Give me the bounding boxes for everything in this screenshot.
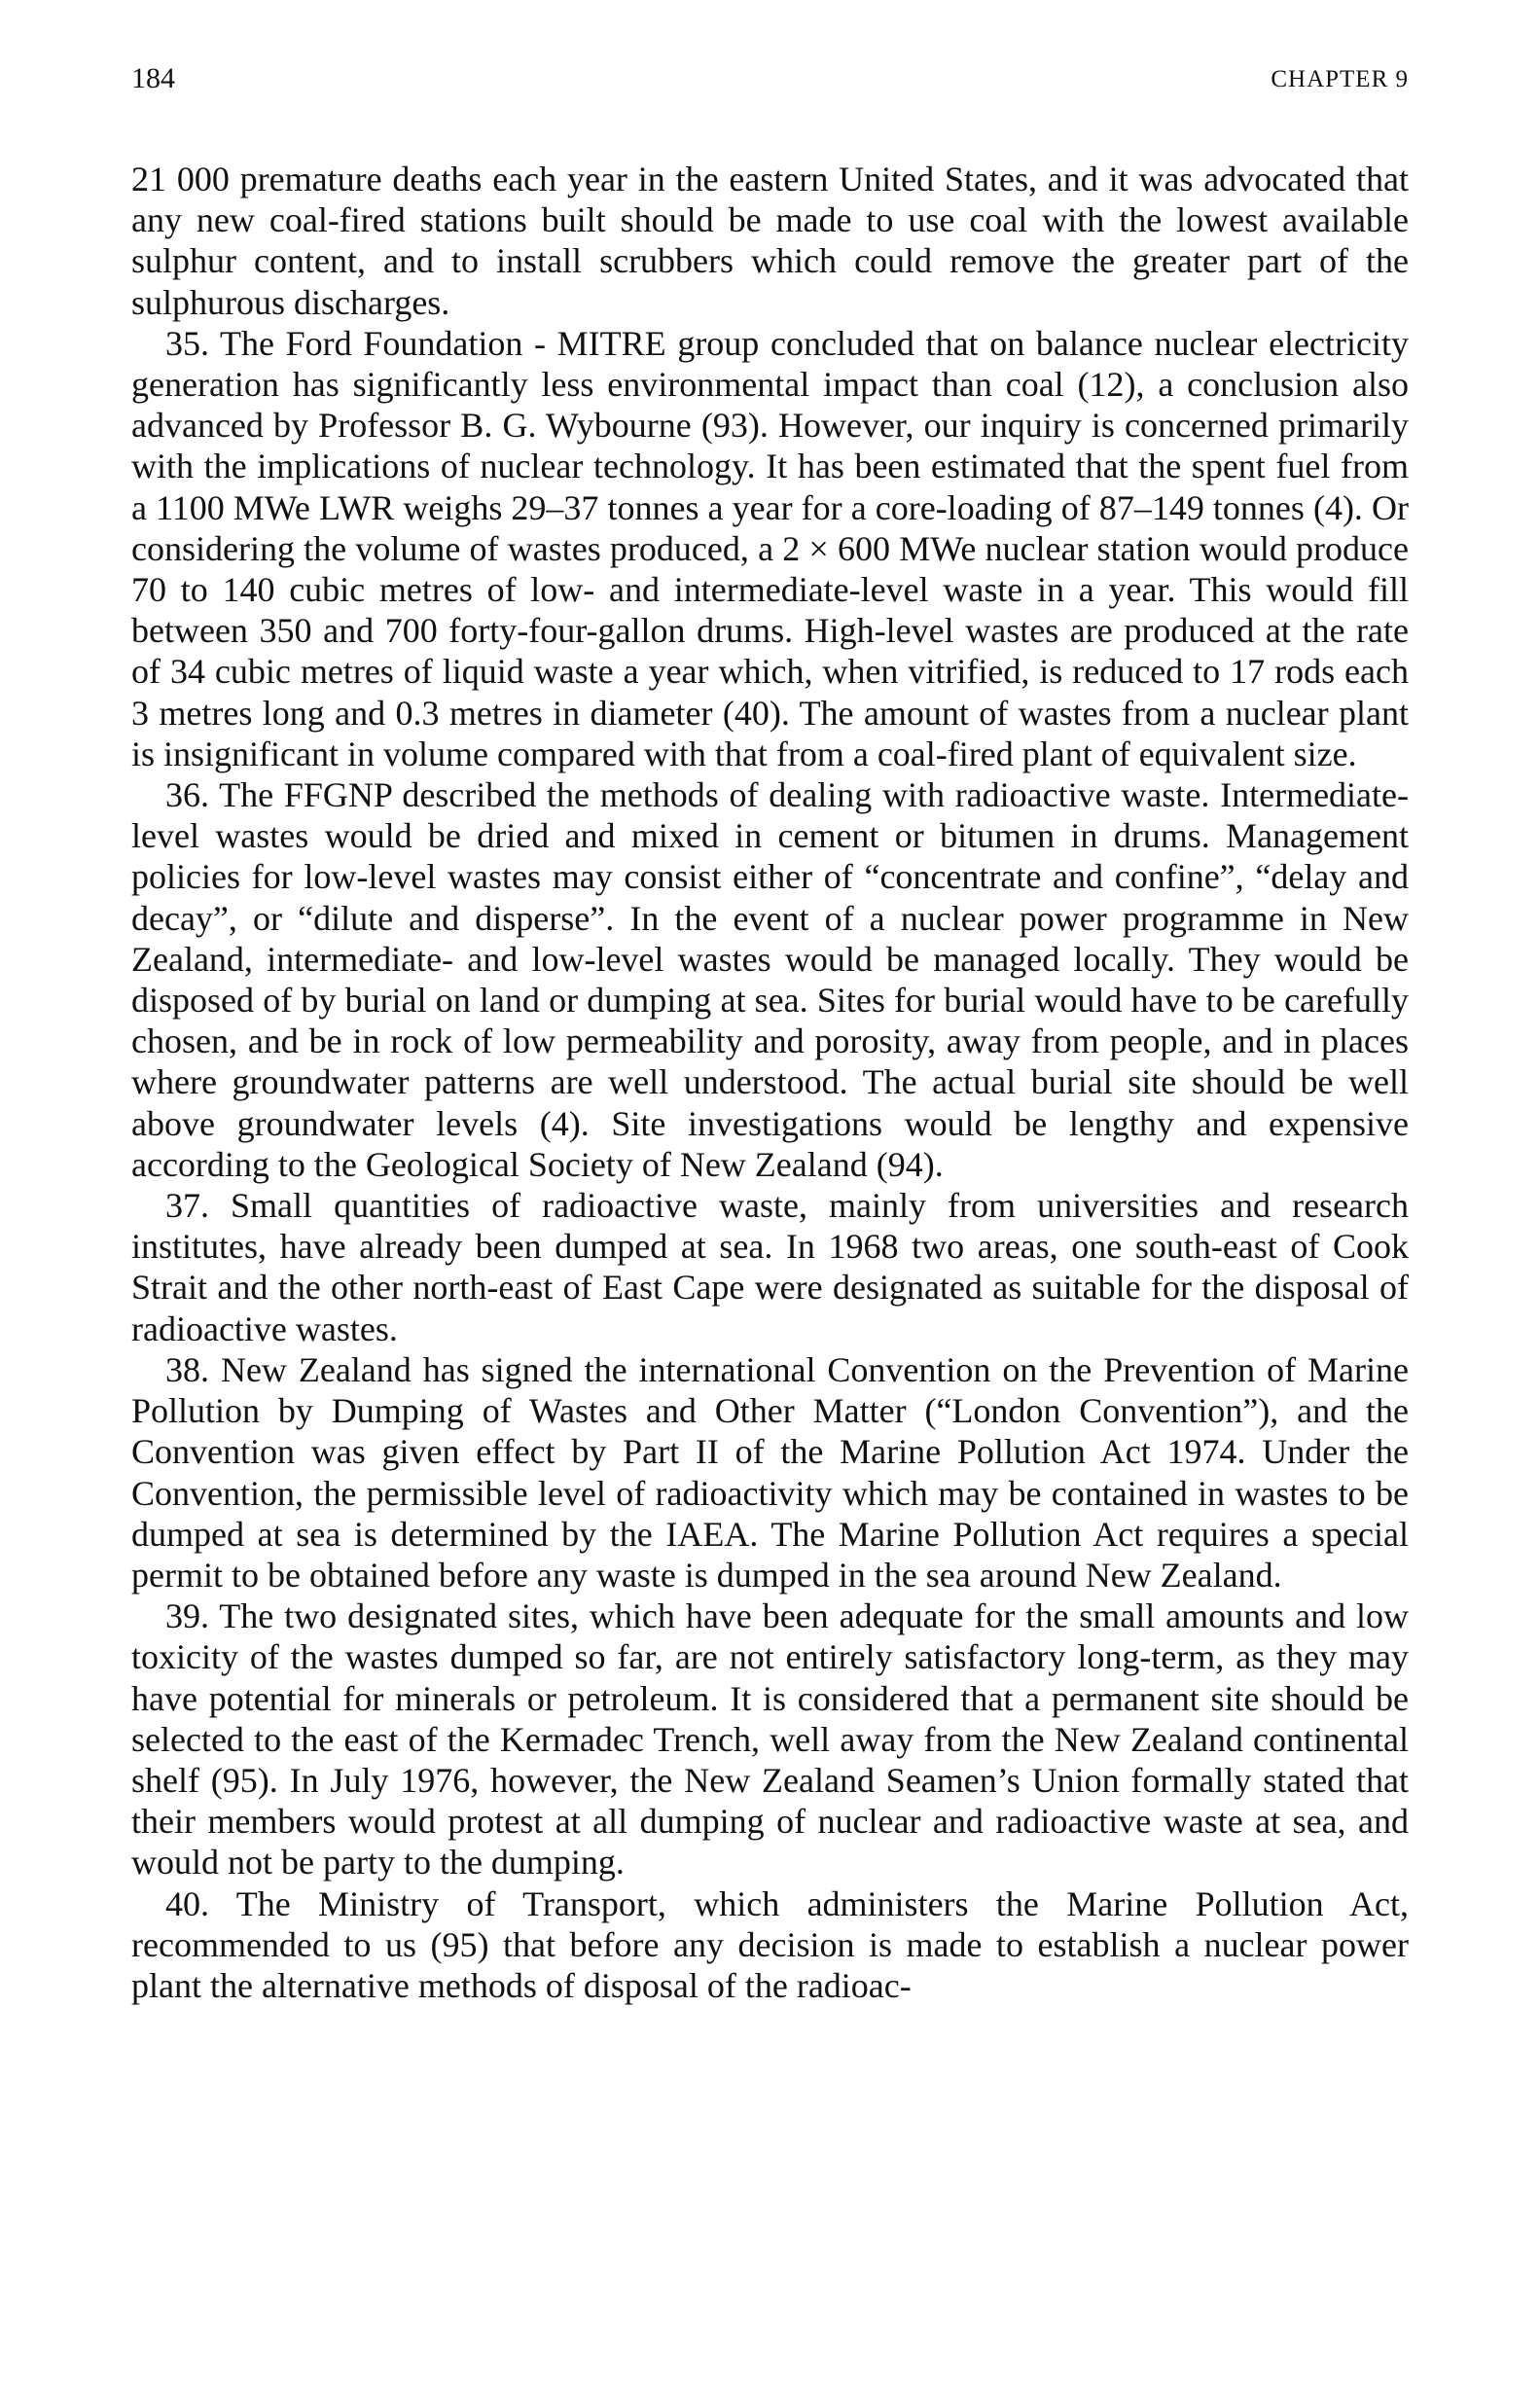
paragraph-40: 40. The Ministry of Transport, which administers the Marine Pollution Act, recommended to us (95) that before any decision is made to establish a nuclear power plant the alternative methods of disposal of the radioac- [131,1883,1409,2005]
chapter-label: CHAPTER 9 [1271,66,1409,92]
paragraph-continuation: 21 000 premature deaths each year in the eastern United States, and it was advocated that any new coal-fired stations built should be made to use coal with the lowest available sulphur content, and to install scrubbers which could remove the greater part of the sulphurous discharges. [131,160,1409,322]
paragraph-39: 39. The two designated sites, which have been adequate for the small amounts and low toxicity of the wastes dumped so far, are not entirely satisfactory long-term, as they may have potential for minerals or petroleum. It is considered that a permanent site should be selected to the east of the Kermadec Trench, well away from the New Zealand continental shelf (95). In July 1976, however, the New Zealand Seamen’s Union formally stated that their members would protest at all dumping of nuclear and radioactive waste at sea, and would not be party to the dumping. [131,1596,1409,1882]
paragraph-37: 37. Small quantities of radioactive waste, mainly from universities and research institutes, have already been dumped at sea. In 1968 two areas, one south-east of Cook Strait and the other north-east of East Cape were designated as suitable for the disposal of radioactive wastes. [131,1186,1409,1348]
paragraph-38: 38. New Zealand has signed the international Convention on the Prevention of Marine Pollution by Dumping of Wastes and Other Matter (“London Convention”), and the Convention was given effect by Part II of the Marine Pollution Act 1974. Under the Convention, the permissible level of radioactivity which may be contained in wastes to be dumped at sea is determined by the IAEA. The Marine Pollution Act requires a special permit to be obtained before any waste is dumped in the sea around New Zealand. [131,1349,1409,1595]
page-number: 184 [131,62,175,94]
page-header [131,62,1409,105]
paragraph-35: 35. The Ford Foundation - MITRE group concluded that on balance nuclear electricity generation has significantly less environmental impact than coal (12), a conclusion also advanced by Professor B. G. Wybourne (93). However, our inquiry is concerned primarily with the implications of nuclear technology. It has been estimated that the spent fuel from a 1100 MWe LWR weighs 29–37 tonnes a year for a core-loading of 87–149 tonnes (4). Or considering the volume of wastes produced, a 2 × 600 MWe nuclear station would produce 70 to 140 cubic metres of low- and intermediate-level waste in a year. This would fill between 350 and 700 forty-four-gallon drums. High-level wastes are produced at the rate of 34 cubic metres of liquid waste a year which, when vitrified, is reduced to 17 rods each 3 metres long and 0.3 metres in diameter (40). The amount of wastes from a nuclear plant is insignificant in volume compared with that from a coal-fired plant of equivalent size. [131,323,1409,773]
paragraph-36: 36. The FFGNP described the methods of dealing with radioactive waste. Intermediate-level wastes would be dried and mixed in cement or bitumen in drums. Management policies for low-level wastes may consist either of “concentrate and confine”, “delay and decay”, or “dilute and disperse”. In the event of a nuclear power programme in New Zealand, intermediate- and low-level wastes would be managed locally. They would be disposed of by burial on land or dumping at sea. Sites for burial would have to be carefully chosen, and be in rock of low permeability and porosity, away from people, and in places where groundwater patterns are well understood. The actual burial site should be well above groundwater levels (4). Site investigations would be lengthy and expensive according to the Geological Society of New Zealand (94). [131,775,1409,1184]
body-text [131,159,1409,2006]
